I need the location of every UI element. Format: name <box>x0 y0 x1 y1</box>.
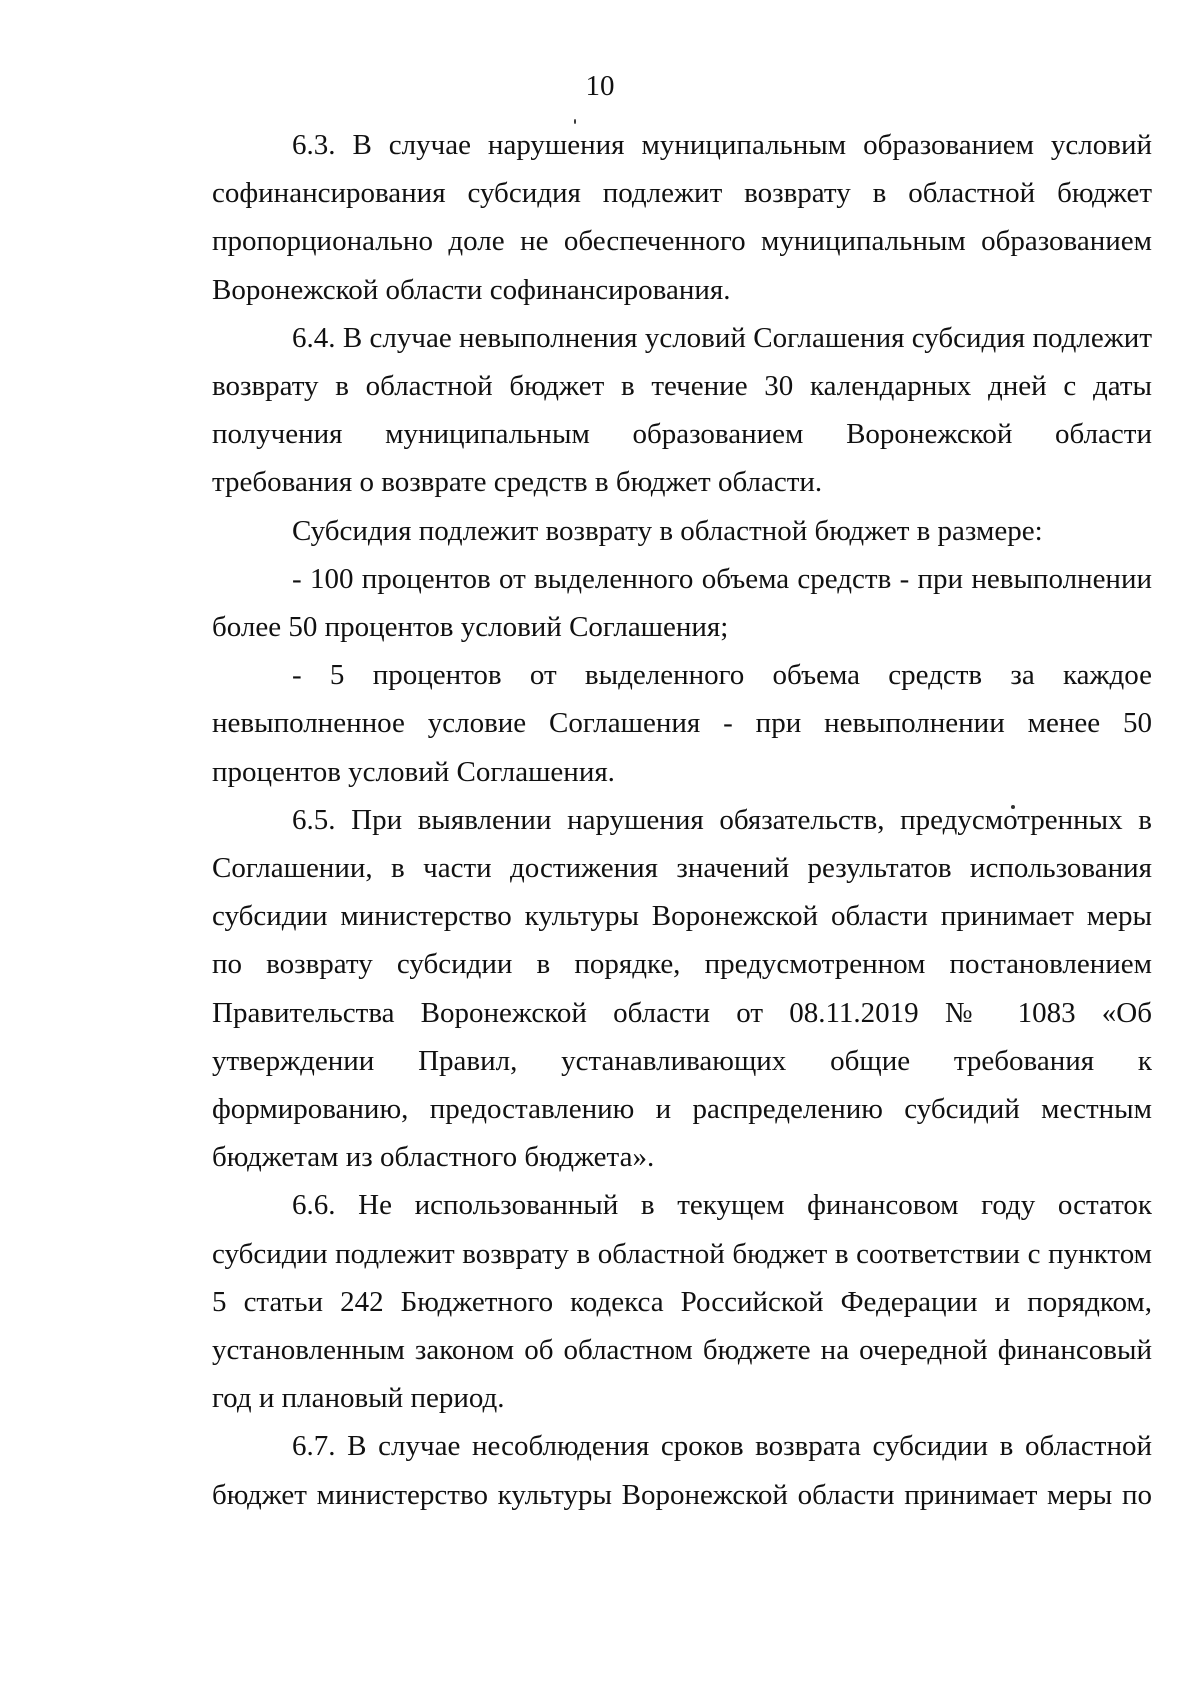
paragraph-6-5: 6.5. При выявлении нарушения обязательств, предусмотренных в Соглашении, в части достижения значений результатов использования субсидии министерство культуры Воронежской области принимает меры по возврату субсидии в порядке, предусмотренном постановлением Правительства Воронежской области от 08.11.2019 № 1083 «Об утверждении Правил, устанавливающих общие требования к формированию, предоставлению и распределению субсидий местным бюджетам из областного бюджета». <box>212 803 1152 1174</box>
paragraph-6-4: 6.4. В случае невыполнения условий Соглашения субсидия подлежит возврату в областной бюджет в течение 30 календарных дней с даты получения муниципальным образованием Воронежской области требования о возврате средств в бюджет области. <box>212 321 1152 499</box>
page-number: 10 <box>585 70 615 102</box>
paragraph-6-3: 6.3. В случае нарушения муниципальным образованием условий софинансирования субсидия подлежит возврату в областной бюджет пропорционально доле не обеспеченного муниципальным образованием Воронежской области софинансирования. <box>212 129 1152 306</box>
paragraph-6-6: 6.6. Не использованный в текущем финансовом году остаток субсидии подлежит возврату в областной бюджет в соответствии с пунктом 5 статьи 242 Бюджетного кодекса Российской Федерации и порядком, установленным законом об областном бюджете на очередной финансовый год и плановый период. <box>212 1189 1152 1415</box>
paragraph-subsidy-return-size: Субсидия подлежит возврату в областной бюджет в размере: <box>292 514 1043 547</box>
paragraph-100-percent: - 100 процентов от выделенного объема средств - при невыполнении более 50 процентов условий Соглашения; <box>212 562 1152 644</box>
document-body <box>212 121 1152 1519</box>
paragraph-5-percent: - 5 процентов от выделенного объема средств за каждое невыполненное условие Соглашения - при невыполнении менее 50 процентов условий Соглашения. <box>212 659 1152 788</box>
paragraph-6-7: 6.7. В случае несоблюдения сроков возврата субсидии в областной бюджет министерство культуры Воронежской области принимает меры по <box>212 1430 1152 1511</box>
